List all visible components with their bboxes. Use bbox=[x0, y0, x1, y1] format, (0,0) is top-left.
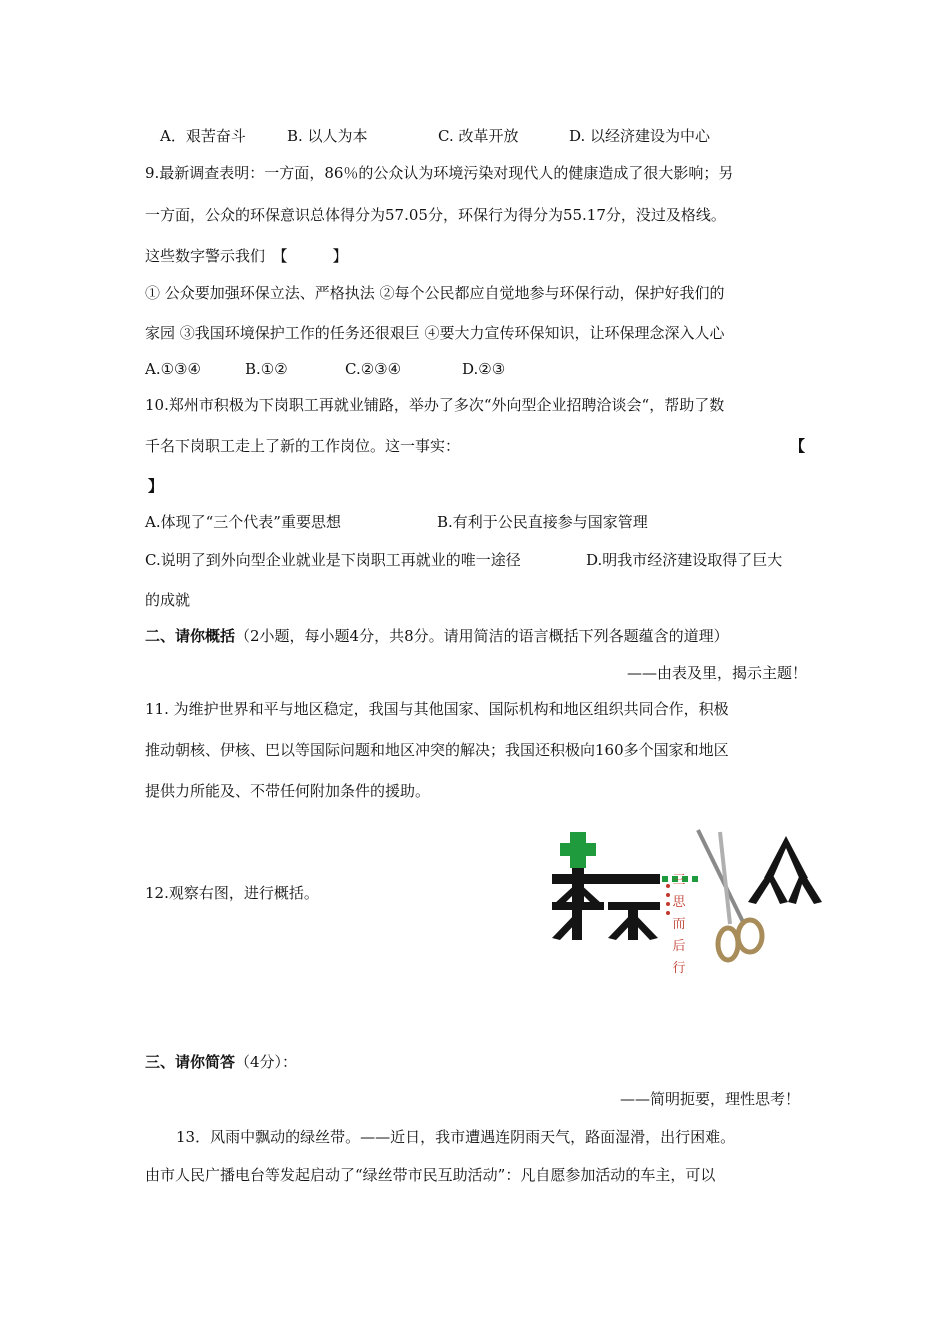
q9-line-5: 家园 ③我国环境保护工作的任务还很艰巨 ④要大力宣传环保知识，让环保理念深入人心 bbox=[145, 324, 725, 342]
section2-heading-line bbox=[145, 626, 729, 646]
q10-option-a: A.体现了“三个代表”重要思想 bbox=[145, 513, 341, 531]
section2-motto: ——由表及里，揭示主题！ bbox=[626, 664, 807, 682]
q10-option-d: D.明我市经济建设取得了巨大 bbox=[586, 551, 783, 569]
q9-line-2: 一方面，公众的环保意识总体得分为57.05分，环保行为得分为55.17分，没过及格线。 bbox=[145, 206, 726, 224]
q10-option-c: C.说明了到外向型企业就业是下岗职工再就业的唯一途径 bbox=[145, 551, 521, 569]
q10-option-d-cont: 的成就 bbox=[145, 591, 191, 609]
q10-line-1: 10.郑州市积极为下岗职工再就业铺路，举办了多次“外向型企业招聘洽谈会“，帮助了数 bbox=[145, 396, 725, 414]
q9-option-b: B.①② bbox=[245, 360, 288, 378]
section2-note: （2小题，每小题4分，共8分。请用简洁的语言概括下列各题蕴含的道理） bbox=[235, 627, 729, 645]
q10-bracket-open: 【 bbox=[790, 437, 806, 455]
q13-line-2: 由市人民广播电台等发起启动了“绿丝带市民互助活动”：凡自愿参加活动的车主，可以 bbox=[145, 1166, 716, 1184]
section3-note: （4分）： bbox=[235, 1053, 298, 1071]
section3-heading-line bbox=[145, 1052, 297, 1072]
q12-text: 12.观察右图，进行概括。 bbox=[145, 884, 319, 902]
section3-heading: 三、请你简答 bbox=[145, 1053, 236, 1071]
section3-motto: ——简明扼要，理性思考！ bbox=[619, 1090, 800, 1108]
section2-heading: 二、请你概括 bbox=[145, 627, 236, 645]
q8-option-a: A．艰苦奋斗 bbox=[160, 127, 246, 145]
q11-line-2: 推动朝核、伊核、巴以等国际问题和地区冲突的解决；我国还积极向160多个国家和地区 bbox=[145, 741, 729, 759]
q13-line-1: 13．风雨中飘动的绿丝带。——近日，我市遭遇连阴雨天气，路面湿滑，出行困难。 bbox=[176, 1128, 736, 1146]
q8-option-d: D. 以经济建设为中心 bbox=[569, 127, 711, 145]
q9-option-d: D.②③ bbox=[462, 360, 506, 378]
crowd-left bbox=[748, 870, 788, 904]
figure-forest-scissors bbox=[548, 826, 828, 976]
figure-illustration bbox=[548, 826, 828, 976]
crowd-right bbox=[788, 870, 822, 904]
q9-line-1: 9.最新调查表明：一方面，86％的公众认为环境污染对现代人的健康造成了很大影响；另 bbox=[145, 164, 734, 182]
q9-line-3: 这些数字警示我们 【 】 bbox=[145, 247, 348, 265]
q9-option-a: A.①③④ bbox=[145, 360, 201, 378]
green-cross-horizontal bbox=[560, 843, 596, 856]
q9-line-4: ① 公众要加强环保立法、严格执法 ②每个公民都应自觉地参与环保行动，保护好我们的 bbox=[145, 284, 725, 302]
figure-caption-vertical: 三 思 而 后 行 bbox=[672, 873, 686, 976]
scissor-handle-1 bbox=[738, 920, 762, 952]
q11-line-1: 11. 为维护世界和平与地区稳定，我国与其他国家、国际机构和地区组织共同合作，积极 bbox=[145, 700, 729, 718]
q10-bracket-close: 】 bbox=[148, 477, 164, 495]
q8-option-b: B. 以人为本 bbox=[287, 127, 368, 145]
scissor-handle-2 bbox=[718, 928, 738, 960]
q11-line-3: 提供力所能及、不带任何附加条件的援助。 bbox=[145, 782, 431, 800]
q9-option-c: C.②③④ bbox=[345, 360, 402, 378]
q10-line-2: 千名下岗职工走上了新的工作岗位。这一事实： bbox=[145, 437, 461, 455]
q10-option-b: B.有利于公民直接参与国家管理 bbox=[437, 513, 648, 531]
q8-option-c: C. 改革开放 bbox=[438, 127, 519, 145]
forest-bar bbox=[552, 874, 660, 884]
